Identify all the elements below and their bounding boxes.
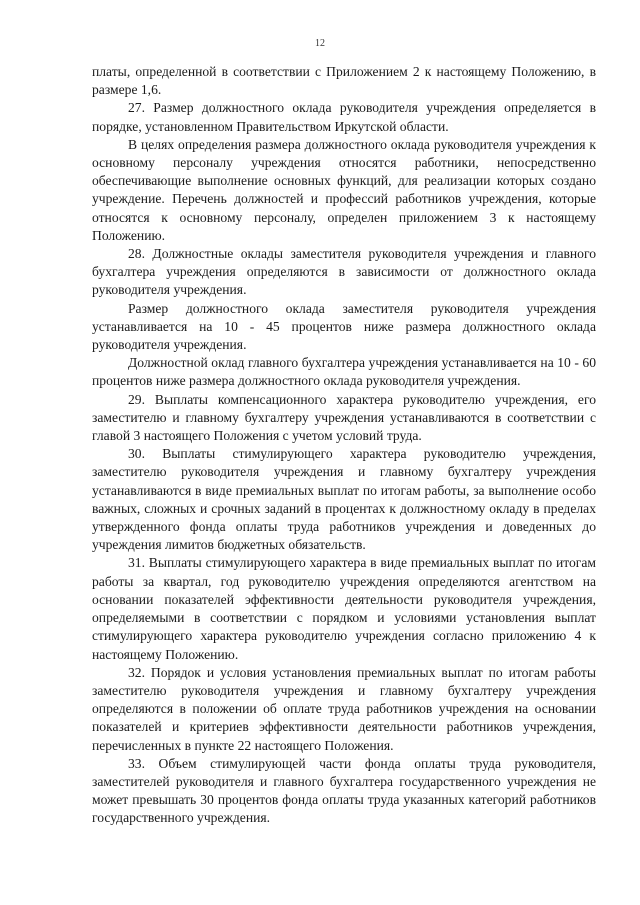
paragraph-28-deputy-salary: Размер должностного оклада заместителя руководителя учреждения устанавливается на 10 - 45 процентов ниже размера должностного оклада руководителя учреждения. [92,300,596,353]
document-body [92,63,596,828]
paragraph-33: 33. Объем стимулирующей части фонда оплаты труда руководителя, заместителей руководителя и главного бухгалтера государственного учреждения не может превышать 30 процентов фонда оплаты труда указанных категорий работников государственного учреждения. [92,755,596,826]
paragraph-31: 31. Выплаты стимулирующего характера в виде премиальных выплат по итогам работы за квартал, год руководителю учреждения определяются агентством на основании показателей эффективности деятельности руководителя учреждения, определяемыми в соответствии с порядком и условиями установления выплат стимулирующего характера руководителю учреждения согласно приложению 4 к настоящему Положению. [92,555,596,662]
paragraph-28-chief-accountant-salary: Должностной оклад главного бухгалтера учреждения устанавливается на 10 - 60 процентов ниже размера должностного оклада руководителя учреждения. [92,355,596,389]
paragraph-32: 32. Порядок и условия установления премиальных выплат по итогам работы заместителю руководителя учреждения и главному бухгалтеру учреждения определяются в положении об оплате труда работников учреждения на основании показателей и критериев эффективности деятельности работников учреждения, перечисленных в пункте 22 настоящего Положения. [92,664,596,753]
paragraph-continuation: платы, определенной в соответствии с Приложением 2 к настоящему Положению, в размере 1,6. [92,64,596,98]
page-number: 12 [315,38,325,49]
paragraph-30: 30. Выплаты стимулирующего характера руководителю учреждения, заместителю руководителя учреждения и главному бухгалтеру учреждения устанавливаются в виде премиальных выплат по итогам работы, за выполнение особо важных, сложных и срочных заданий в процентах к должностному окладу в пределах утвержденного фонда оплаты труда работников учреждения и доведенных до учреждения лимитов бюджетных обязательств. [92,446,596,553]
paragraph-28: 28. Должностные оклады заместителя руководителя учреждения и главного бухгалтера учреждения определяются в зависимости от должностного оклада руководителя учреждения. [92,246,596,298]
paragraph-27-basic-staff: В целях определения размера должностного оклада руководителя учреждения к основному персоналу учреждения относятся работники, непосредственно обеспечивающие выполнение основных функций, для реализации которых создано учреждение. Перечень должностей и профессий работников учреждения, которые относятся к основному персоналу, определен приложением 3 к настоящему Положению. [92,136,596,243]
paragraph-27: 27. Размер должностного оклада руководителя учреждения определяется в порядке, установленном Правительством Иркутской области. [92,100,596,134]
paragraph-29: 29. Выплаты компенсационного характера руководителю учреждения, его заместителю и главному бухгалтеру учреждения устанавливаются в соответствии с главой 3 настоящего Положения с учетом условий труда. [92,391,596,444]
